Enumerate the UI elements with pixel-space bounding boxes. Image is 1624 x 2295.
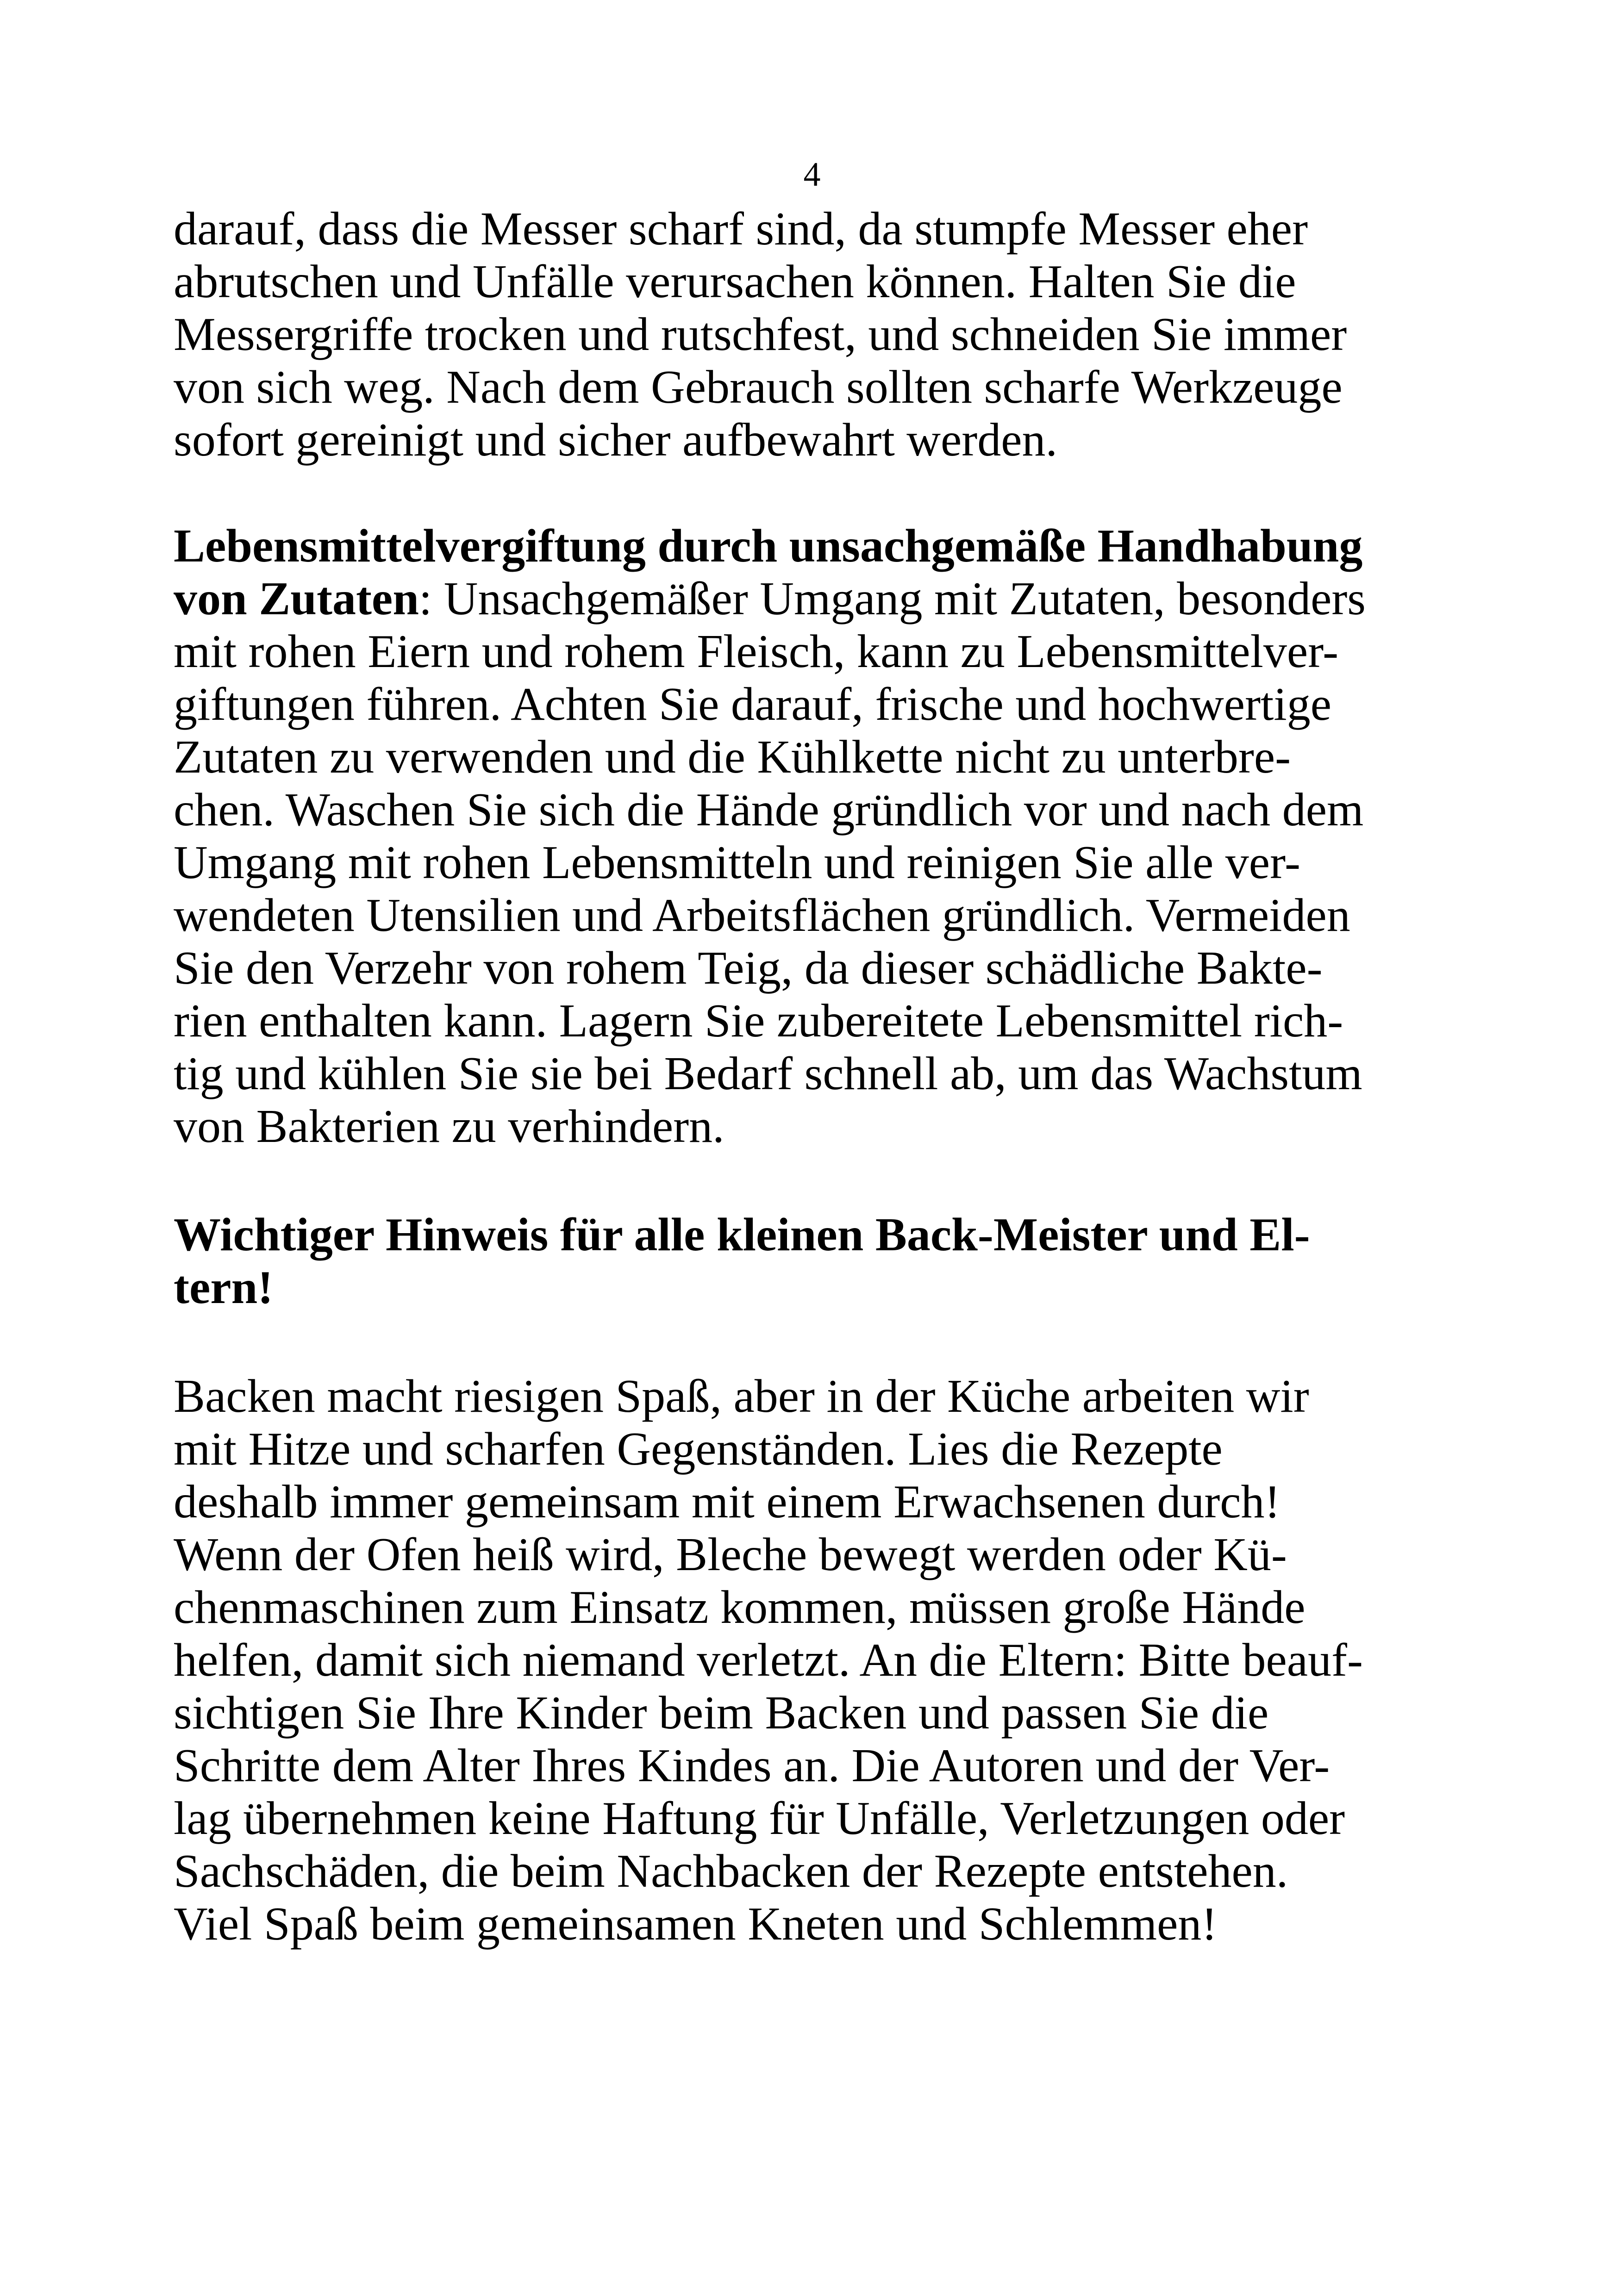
heading-line [174,1209,1377,1261]
line-text: Zutaten zu verwenden und die Kühlkette nicht zu unterbre- [174,731,1291,783]
text-line [174,1687,1377,1740]
notice-heading [174,1209,1377,1314]
text-line [174,836,1377,889]
text-line [174,1898,1377,1951]
text-line [174,942,1377,995]
line-text: giftungen führen. Achten Sie darauf, frische und hochwertige [174,678,1331,730]
line-text: mit rohen Eiern und rohem Fleisch, kann zu Lebensmittelver- [174,625,1339,678]
text-line [174,520,1377,573]
text-line [174,889,1377,942]
text-line [174,1740,1377,1792]
text-line [174,256,1377,308]
line-text: abrutschen und Unfälle verursachen können. Halten Sie die [174,256,1296,308]
text-line [174,1048,1377,1100]
text-line [174,1581,1377,1634]
paragraph-knife-safety [174,203,1377,467]
text-line [174,625,1377,678]
line-text: mit Hitze und scharfen Gegenständen. Lies die Rezepte [174,1423,1223,1475]
text-line [174,1423,1377,1476]
text-line [174,203,1377,256]
text-line [174,1476,1377,1528]
text-line [174,995,1377,1048]
text-line [174,731,1377,784]
line-text: chenmaschinen zum Einsatz kommen, müssen große Hände [174,1581,1305,1634]
line-text: Sachschäden, die beim Nachbacken der Rezepte entstehen. [174,1845,1288,1897]
text-line [174,414,1377,467]
text-line [174,1634,1377,1687]
line-text: Wenn der Ofen heiß wird, Bleche bewegt werden oder Kü- [174,1528,1287,1581]
heading-line [174,1261,1377,1314]
text-line [174,1528,1377,1581]
text-line [174,784,1377,836]
text-line [174,1100,1377,1153]
line-heading: von Zutaten [174,573,419,625]
text-line [174,678,1377,731]
page-number: 4 [803,156,821,193]
line-text: Backen macht riesigen Spaß, aber in der Küche arbeiten wir [174,1370,1309,1422]
text-line [174,308,1377,361]
text-line [174,1370,1377,1423]
line-text: tig und kühlen Sie sie bei Bedarf schnell ab, um das Wachstum [174,1048,1362,1100]
line-text: : Unsachgemäßer Umgang mit Zutaten, besonders [418,573,1366,625]
text-line [174,1845,1377,1898]
line-text: chen. Waschen Sie sich die Hände gründlich vor und nach dem [174,784,1364,836]
line-text: wendeten Utensilien und Arbeitsflächen gründlich. Vermeiden [174,889,1350,942]
line-text: Umgang mit rohen Lebensmitteln und reinigen Sie alle ver- [174,836,1300,889]
line-text: rien enthalten kann. Lagern Sie zubereitete Lebensmittel rich- [174,995,1343,1047]
line-text: Messergriffe trocken und rutschfest, und schneiden Sie immer [174,308,1347,361]
line-heading: Lebensmittelvergiftung durch unsachgemäße Handhabung [174,520,1363,572]
text-line [174,361,1377,414]
heading-text: Wichtiger Hinweis für alle kleinen Back-Meister und El- [174,1209,1310,1261]
text-line [174,573,1377,625]
line-text: Sie den Verzehr von rohem Teig, da dieser schädliche Bakte- [174,942,1323,994]
line-text: darauf, dass die Messer scharf sind, da stumpfe Messer eher [174,203,1308,255]
line-text: Schritte dem Alter Ihres Kindes an. Die Autoren und der Ver- [174,1740,1330,1792]
line-text: von sich weg. Nach dem Gebrauch sollten scharfe Werkzeuge [174,361,1343,413]
line-text: sofort gereinigt und sicher aufbewahrt werden. [174,414,1057,466]
line-text: Viel Spaß beim gemeinsamen Kneten und Schlemmen! [174,1898,1218,1950]
text-line [174,1792,1377,1845]
line-text: lag übernehmen keine Haftung für Unfälle, Verletzungen oder [174,1792,1345,1845]
paragraph-baking-notice [174,1370,1377,1951]
paragraph-food-poisoning [174,520,1377,1153]
line-text: helfen, damit sich niemand verletzt. An die Eltern: Bitte beauf- [174,1634,1363,1686]
line-text: deshalb immer gemeinsam mit einem Erwachsenen durch! [174,1476,1280,1528]
line-text: sichtigen Sie Ihre Kinder beim Backen und passen Sie die [174,1687,1269,1739]
heading-text: tern! [174,1261,274,1314]
line-text: von Bakterien zu verhindern. [174,1100,725,1153]
